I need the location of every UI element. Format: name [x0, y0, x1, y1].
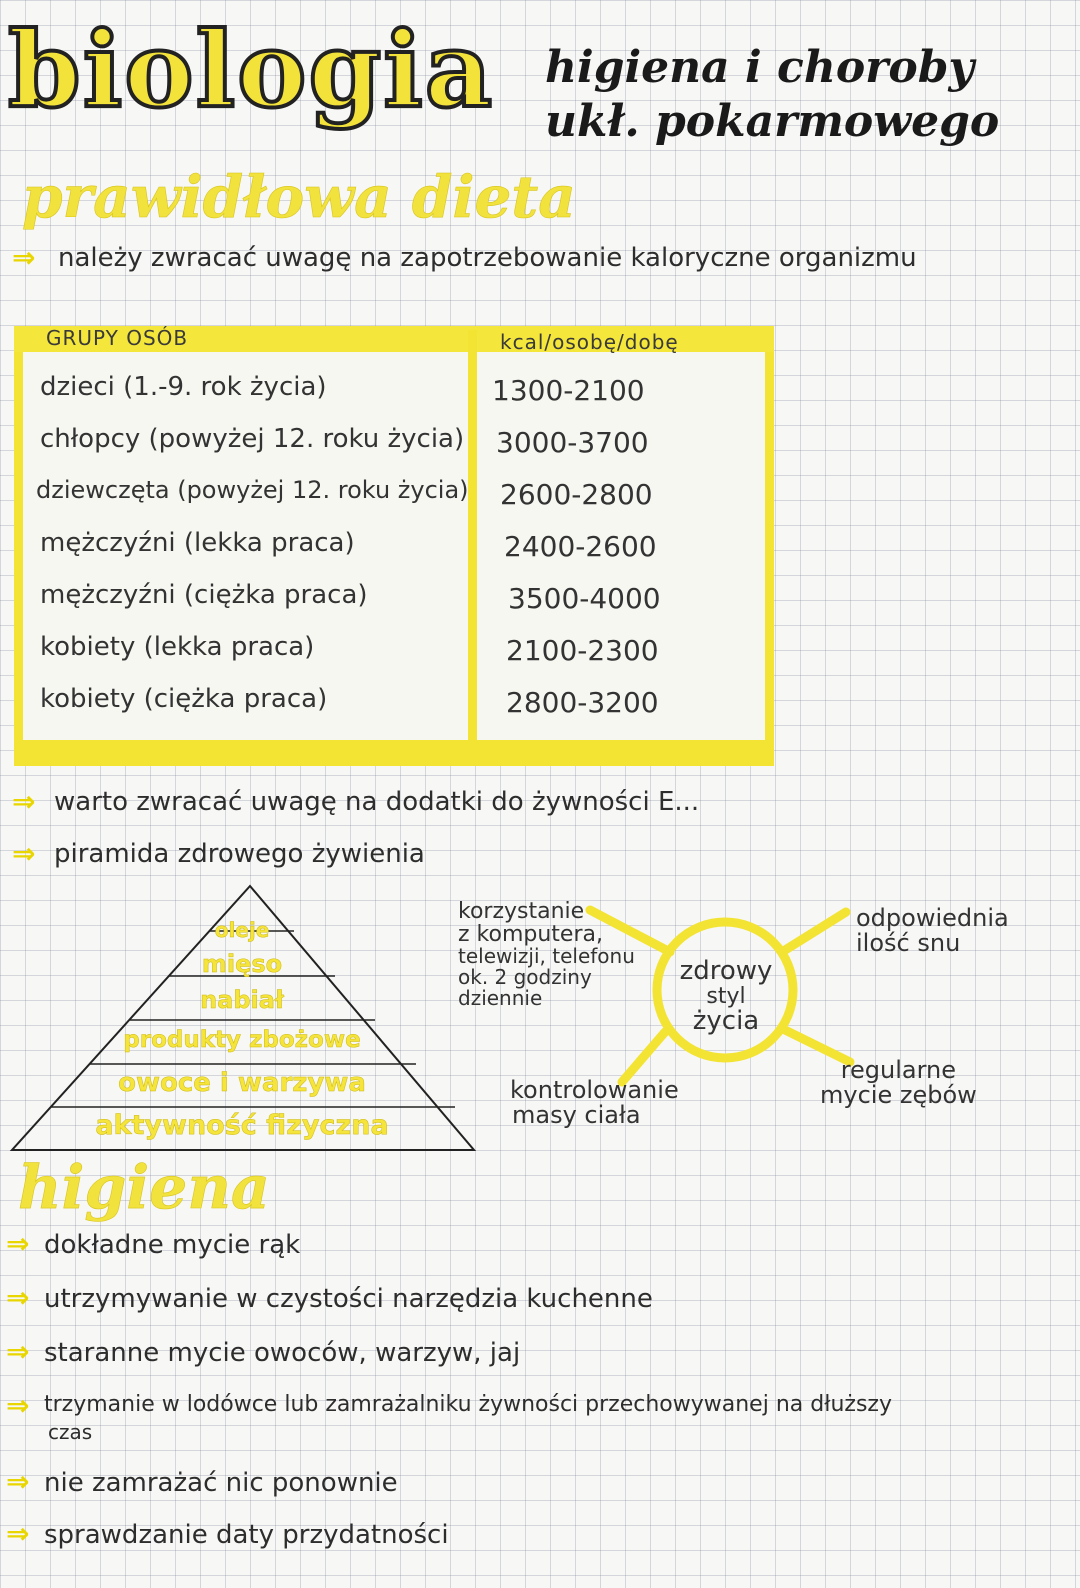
hygiene-item: nie zamrażać nic ponownie [44, 1468, 398, 1498]
arrow-icon: ⇒ [12, 241, 36, 274]
note-food-additives: warto zwracać uwagę na dodatki do żywności E... [54, 787, 700, 817]
mindmap-center [672, 958, 780, 1036]
table-cell-group: mężczyźni (lekka praca) [40, 528, 355, 558]
table-divider [468, 330, 477, 762]
pyramid-level: nabiał [200, 986, 284, 1014]
hygiene-item: trzymanie w lodówce lub zamrażalniku żywności przechowywanej na dłuższy [44, 1392, 892, 1417]
mindmap-text-line: mycie zębów [820, 1081, 977, 1110]
pyramid-level: oleje [214, 918, 270, 942]
pyramid-level: mięso [201, 950, 283, 978]
pyramid-level: aktywność fizyczna [95, 1110, 389, 1141]
table-cell-kcal: 2600-2800 [500, 478, 653, 511]
section-heading-diet: prawidłowa dieta [22, 163, 576, 231]
table-cell-group: chłopcy (powyżej 12. roku życia) [40, 424, 465, 454]
table-bottom-band [14, 740, 774, 766]
mindmap-text-line: masy ciała [512, 1101, 641, 1130]
table-cell-kcal: 2800-3200 [506, 686, 659, 719]
arrow-icon: ⇒ [12, 837, 36, 870]
mindmap-sleep [856, 906, 1009, 956]
mindmap-text-line: korzystanie [458, 899, 585, 924]
table-header-groups: GRUPY OSÓB [46, 326, 189, 350]
mindmap-center-line: zdrowy [679, 956, 773, 986]
mindmap-screen-time [458, 900, 635, 1009]
mindmap-text-line: dziennie [458, 986, 543, 1011]
note-food-pyramid: piramida zdrowego żywienia [54, 839, 425, 869]
table-cell-kcal: 2100-2300 [506, 634, 659, 667]
arrow-icon: ⇒ [6, 1465, 30, 1498]
note-calorie-need: należy zwracać uwagę na zapotrzebowanie kaloryczne organizmu [58, 243, 917, 273]
section-heading-hygiene: higiena [18, 1153, 270, 1223]
mindmap-text-line: telewizji, telefonu [458, 944, 635, 969]
mindmap-text-line: odpowiednia [856, 904, 1009, 932]
mindmap-text-line: z komputera, [458, 922, 603, 948]
hygiene-item: staranne mycie owoców, warzyw, jaj [44, 1338, 521, 1368]
mindmap-center-line: styl [706, 984, 746, 1010]
mindmap-text-line: regularne [840, 1056, 957, 1084]
hygiene-item: sprawdzanie daty przydatności [44, 1520, 449, 1550]
arrow-icon: ⇒ [6, 1335, 30, 1368]
table-cell-kcal: 3500-4000 [508, 582, 661, 615]
table-cell-group: dziewczęta (powyżej 12. roku życia) [36, 476, 469, 504]
mindmap-text-line: ok. 2 godziny [458, 965, 592, 990]
table-cell-group: kobiety (lekka praca) [40, 632, 315, 662]
arrow-icon: ⇒ [6, 1517, 30, 1550]
table-cell-group: mężczyźni (ciężka praca) [40, 580, 368, 610]
hygiene-item-continued: czas [48, 1420, 93, 1444]
hygiene-item: dokładne mycie rąk [44, 1230, 301, 1260]
mindmap-body-mass [510, 1078, 679, 1128]
table-cell-kcal: 2400-2600 [504, 530, 657, 563]
mindmap-text-line: kontrolowanie [510, 1076, 679, 1104]
mindmap-center-line: życia [692, 1006, 760, 1037]
table-cell-group: kobiety (ciężka praca) [40, 684, 328, 714]
arrow-icon: ⇒ [6, 1227, 30, 1260]
mindmap-teeth [820, 1058, 977, 1108]
table-cell-kcal: 3000-3700 [496, 426, 649, 459]
arrow-icon: ⇒ [6, 1389, 30, 1422]
arrow-icon: ⇒ [6, 1281, 30, 1314]
pyramid-level: produkty zbożowe [123, 1027, 361, 1053]
hygiene-item: utrzymywanie w czystości narzędzia kuchenne [44, 1284, 653, 1314]
subtitle-line-2: ukł. pokarmowego [545, 96, 1000, 147]
table-cell-group: dzieci (1.-9. rok życia) [40, 372, 327, 402]
pyramid-level: owoce i warzywa [118, 1068, 366, 1098]
table-header-kcal: kcal/osobę/dobę [500, 330, 679, 354]
page-title: biologia [8, 8, 495, 131]
food-pyramid [6, 882, 478, 1154]
mindmap-text-line: ilość snu [856, 929, 961, 958]
arrow-icon: ⇒ [12, 785, 36, 818]
table-cell-kcal: 1300-2100 [492, 374, 645, 407]
subtitle-line-1: higiena i choroby [545, 42, 975, 93]
